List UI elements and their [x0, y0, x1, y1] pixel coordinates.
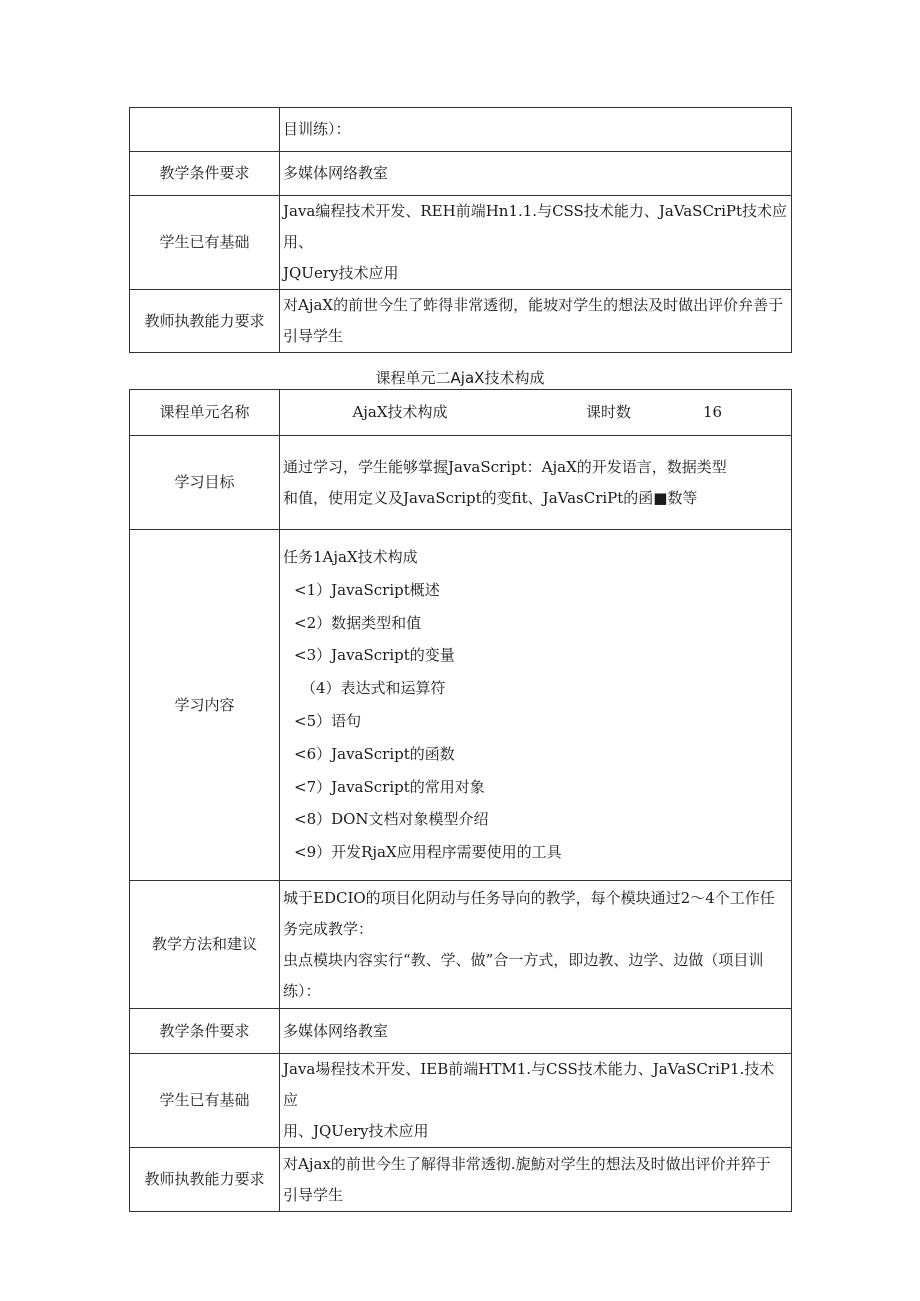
list-item: <1）JavaScript概述 — [294, 580, 440, 599]
list-item: <2）数据类型和值 — [294, 613, 422, 632]
unit-name-value: AjaX技术构成 — [352, 403, 448, 421]
text-line: 虫点模块内容实行“教、学、做”合一方式，即边教、边学、边做（项目训 — [283, 950, 764, 969]
list-item: <5）语句 — [294, 712, 362, 730]
content-value — [280, 530, 792, 881]
hours-label: 课时数 — [586, 403, 632, 421]
text-line: 和值，使用定义及JavaScript的变fit、JaVasCriPt的函■数等 — [283, 488, 698, 507]
unit-header-row — [130, 390, 792, 436]
row-label: 教师执教能力要求 — [130, 290, 280, 353]
table-row — [130, 290, 792, 353]
table-row — [130, 1148, 792, 1212]
text-line: 通过学习，学生能够掌握JavaScript：AjaX的开发语言，数据类型 — [283, 457, 727, 476]
method-value — [280, 881, 792, 1009]
table-row — [130, 152, 792, 196]
row-label: 学生已有基础 — [130, 196, 280, 290]
table-row — [130, 1054, 792, 1148]
row-value — [280, 290, 792, 353]
table-row — [130, 530, 792, 881]
section-title: 课程单元二AjaX技术构成 — [375, 369, 545, 387]
teacher-value — [280, 1148, 792, 1212]
goal-value — [280, 436, 792, 530]
teacher-label: 教师执教能力要求 — [130, 1148, 280, 1212]
basis-label: 学生已有基础 — [130, 1054, 280, 1148]
goal-label: 学习目标 — [130, 436, 280, 530]
table-row — [130, 196, 792, 290]
content-label: 学习内容 — [130, 530, 280, 881]
row-value — [280, 108, 792, 152]
course-table-previous — [129, 107, 792, 353]
text-line: JQUery技术应用 — [283, 264, 399, 282]
list-item: <9）开发RjaX应用程序需要使用的工具 — [294, 843, 562, 862]
text-line: 对AjaX的前世今生了蚱得非常透彻，能坡对学生的想法及时做出评价弁善于 — [283, 296, 784, 314]
row-label — [130, 108, 280, 152]
text-line: Java编程技术开发、REH前端Hn1.1.与CSS技术能力、JaVaSCriPt技术应用、 — [283, 202, 788, 251]
text-line: 用、JQUery技术应用 — [283, 1122, 429, 1140]
basis-value — [280, 1054, 792, 1148]
task-title: 任务1AjaX技术构成 — [283, 548, 418, 567]
hours-value: 16 — [703, 403, 723, 421]
table-row — [130, 108, 792, 152]
list-item: <3）JavaScript的变量 — [294, 646, 455, 665]
course-unit-table — [129, 389, 792, 1212]
unit-header-values — [280, 390, 792, 436]
text-line: 多媒体网络教室 — [283, 1021, 389, 1040]
text-line: 对Ajax的前世今生了解得非常透彻.旎魴对学生的想法及时做出评价并猝于 — [283, 1154, 771, 1173]
text-line: 练）： — [283, 981, 321, 1000]
unit-name-label: 课程单元名称 — [130, 390, 280, 436]
list-item: <6）JavaScript的函数 — [294, 744, 455, 763]
conditions-label: 教学条件要求 — [130, 1009, 280, 1054]
table-row — [130, 436, 792, 530]
text-line: 目训练）： — [283, 120, 351, 138]
conditions-value — [280, 1009, 792, 1054]
method-label: 教学方法和建议 — [130, 881, 280, 1009]
list-item: <7）JavaScript的常用对象 — [294, 777, 485, 796]
text-line: 引导学生 — [283, 1185, 344, 1204]
table-row — [130, 1009, 792, 1054]
list-item: （4）表达式和运算符 — [301, 679, 446, 698]
text-line: 城于EDCIO的项目化阴动与任务导向的教学，每个模块通过2～4个工作任 — [283, 888, 775, 907]
text-line: 多媒体网络教室 — [283, 164, 389, 182]
row-value — [280, 196, 792, 290]
text-line: Java場程技术开发、IEB前端HTM1.与CSS技术能力、JaVaSCriP1.技术应 — [283, 1060, 775, 1109]
table-row — [130, 881, 792, 1009]
row-label: 教学条件要求 — [130, 152, 280, 196]
row-value — [280, 152, 792, 196]
text-line: 引导学生 — [283, 327, 344, 345]
text-line: 务完成教学： — [283, 919, 374, 938]
list-item: <8）DON文档对象模型介绍 — [294, 810, 489, 829]
